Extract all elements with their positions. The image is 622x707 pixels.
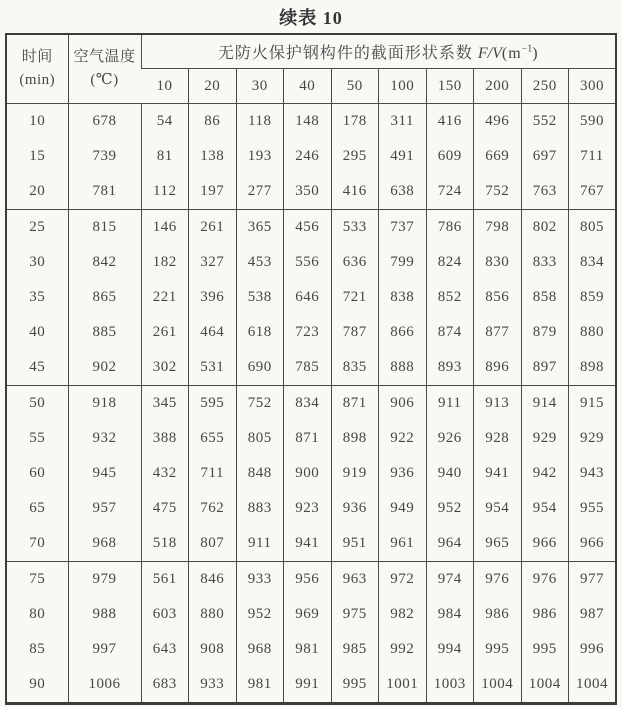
factor-cell: 961 bbox=[379, 526, 427, 562]
temp-cell: 842 bbox=[68, 245, 141, 280]
factor-cell: 991 bbox=[284, 667, 332, 704]
factor-cell: 954 bbox=[474, 491, 522, 526]
factor-cell: 767 bbox=[569, 174, 617, 210]
table-row bbox=[6, 210, 616, 246]
factor-cell: 805 bbox=[569, 210, 617, 246]
factor-cell: 552 bbox=[521, 104, 569, 140]
page-title: 续表 10 bbox=[279, 8, 343, 28]
factor-cell: 880 bbox=[189, 597, 237, 632]
time-cell: 40 bbox=[29, 324, 46, 340]
factor-cell: 350 bbox=[284, 174, 332, 210]
factor-cell: 900 bbox=[284, 456, 332, 491]
factor-cell: 197 bbox=[189, 174, 237, 210]
factor-cell: 752 bbox=[236, 386, 284, 422]
temp-cell: 968 bbox=[68, 526, 141, 562]
factor-cell: 690 bbox=[236, 350, 284, 386]
factor-cell: 538 bbox=[236, 280, 284, 315]
factor-cell: 995 bbox=[521, 632, 569, 667]
time-cell: 85 bbox=[29, 641, 46, 657]
factor-cell: 994 bbox=[426, 632, 474, 667]
factor-cell: 951 bbox=[331, 526, 379, 562]
factor-cell: 949 bbox=[379, 491, 427, 526]
factor-cell: 877 bbox=[474, 315, 522, 350]
factor-cell: 974 bbox=[426, 562, 474, 598]
header-section-factor-unit: $(m^{-1})$ bbox=[501, 43, 539, 62]
table-row bbox=[6, 315, 616, 350]
table-row bbox=[6, 526, 616, 562]
table-row bbox=[6, 667, 616, 704]
factor-cell: 453 bbox=[236, 245, 284, 280]
factor-cell: 646 bbox=[284, 280, 332, 315]
factor-cell: 848 bbox=[236, 456, 284, 491]
factor-cell: 737 bbox=[379, 210, 427, 246]
factor-cell: 491 bbox=[379, 139, 427, 174]
factor-cell: 883 bbox=[236, 491, 284, 526]
factor-cell: 981 bbox=[236, 667, 284, 704]
factor-cell: 896 bbox=[474, 350, 522, 386]
factor-cell: 711 bbox=[189, 456, 237, 491]
factor-cell: 976 bbox=[521, 562, 569, 598]
header-temp bbox=[68, 34, 141, 104]
factor-cell: 711 bbox=[569, 139, 617, 174]
factor-cell: 81 bbox=[141, 139, 189, 174]
temp-cell: 979 bbox=[68, 562, 141, 598]
factor-cell: 261 bbox=[189, 210, 237, 246]
table-row bbox=[6, 139, 616, 174]
factor-cell: 966 bbox=[521, 526, 569, 562]
factor-cell: 388 bbox=[141, 421, 189, 456]
temp-cell: 815 bbox=[68, 210, 141, 246]
temp-cell: 997 bbox=[68, 632, 141, 667]
factor-cell: 898 bbox=[569, 350, 617, 386]
factor-cell: 911 bbox=[236, 526, 284, 562]
factor-cell: 888 bbox=[379, 350, 427, 386]
factor-cell: 908 bbox=[189, 632, 237, 667]
sub-column-header: 250 bbox=[521, 69, 569, 104]
factor-cell: 879 bbox=[521, 315, 569, 350]
factor-cell: 952 bbox=[426, 491, 474, 526]
factor-cell: 964 bbox=[426, 526, 474, 562]
factor-cell: 976 bbox=[474, 562, 522, 598]
factor-cell: 561 bbox=[141, 562, 189, 598]
factor-cell: 954 bbox=[521, 491, 569, 526]
temp-cell: 739 bbox=[68, 139, 141, 174]
factor-cell: 683 bbox=[141, 667, 189, 704]
factor-cell: 618 bbox=[236, 315, 284, 350]
factor-cell: 531 bbox=[189, 350, 237, 386]
temp-cell: 918 bbox=[68, 386, 141, 422]
factor-cell: 1004 bbox=[521, 667, 569, 704]
temp-cell: 902 bbox=[68, 350, 141, 386]
factor-cell: 246 bbox=[284, 139, 332, 174]
factor-cell: 833 bbox=[521, 245, 569, 280]
factor-cell: 556 bbox=[284, 245, 332, 280]
factor-cell: 987 bbox=[569, 597, 617, 632]
sub-column-header: 200 bbox=[474, 69, 522, 104]
header-section-factor-label: 无防火保护钢构件的截面形状系数 bbox=[217, 45, 473, 62]
factor-cell: 590 bbox=[569, 104, 617, 140]
table-row bbox=[6, 597, 616, 632]
factor-cell: 396 bbox=[189, 280, 237, 315]
factor-cell: 638 bbox=[379, 174, 427, 210]
factor-cell: 992 bbox=[379, 632, 427, 667]
sub-column-header: 50 bbox=[331, 69, 379, 104]
sub-column-header: 30 bbox=[236, 69, 284, 104]
table-row bbox=[6, 386, 616, 422]
factor-cell: 609 bbox=[426, 139, 474, 174]
factor-cell: 603 bbox=[141, 597, 189, 632]
row-group bbox=[6, 562, 616, 704]
factor-cell: 986 bbox=[521, 597, 569, 632]
factor-cell: 496 bbox=[474, 104, 522, 140]
factor-cell: 118 bbox=[236, 104, 284, 140]
time-cell: 45 bbox=[29, 359, 46, 375]
row-group bbox=[6, 386, 616, 562]
factor-cell: 178 bbox=[331, 104, 379, 140]
factor-cell: 724 bbox=[426, 174, 474, 210]
factor-cell: 906 bbox=[379, 386, 427, 422]
factor-cell: 941 bbox=[284, 526, 332, 562]
factor-cell: 995 bbox=[331, 667, 379, 704]
factor-cell: 923 bbox=[284, 491, 332, 526]
factor-cell: 871 bbox=[331, 386, 379, 422]
factor-cell: 940 bbox=[426, 456, 474, 491]
factor-cell: 929 bbox=[569, 421, 617, 456]
header-temp-label: 空气温度 bbox=[73, 48, 136, 65]
temp-cell: 932 bbox=[68, 421, 141, 456]
factor-cell: 723 bbox=[284, 315, 332, 350]
factor-cell: 941 bbox=[474, 456, 522, 491]
factor-cell: 834 bbox=[569, 245, 617, 280]
factor-cell: 996 bbox=[569, 632, 617, 667]
factor-cell: 416 bbox=[331, 174, 379, 210]
factor-cell: 929 bbox=[521, 421, 569, 456]
factor-cell: 277 bbox=[236, 174, 284, 210]
factor-cell: 138 bbox=[189, 139, 237, 174]
sub-column-header: 100 bbox=[379, 69, 427, 104]
table-row bbox=[6, 280, 616, 315]
factor-cell: 852 bbox=[426, 280, 474, 315]
factor-cell: 182 bbox=[141, 245, 189, 280]
time-cell: 75 bbox=[29, 571, 46, 587]
time-cell: 20 bbox=[29, 183, 46, 199]
time-cell: 90 bbox=[29, 676, 46, 692]
row-group bbox=[6, 210, 616, 386]
factor-cell: 1003 bbox=[426, 667, 474, 704]
factor-cell: 874 bbox=[426, 315, 474, 350]
factor-cell: 838 bbox=[379, 280, 427, 315]
factor-cell: 475 bbox=[141, 491, 189, 526]
time-cell: 65 bbox=[29, 500, 46, 516]
factor-cell: 982 bbox=[379, 597, 427, 632]
factor-cell: 969 bbox=[284, 597, 332, 632]
temp-cell: 957 bbox=[68, 491, 141, 526]
factor-cell: 913 bbox=[474, 386, 522, 422]
factor-cell: 897 bbox=[521, 350, 569, 386]
table-row bbox=[6, 245, 616, 280]
factor-cell: 148 bbox=[284, 104, 332, 140]
header-time bbox=[6, 34, 68, 104]
factor-cell: 986 bbox=[474, 597, 522, 632]
time-cell: 70 bbox=[29, 535, 46, 551]
factor-cell: 787 bbox=[331, 315, 379, 350]
factor-cell: 933 bbox=[189, 667, 237, 704]
time-cell: 80 bbox=[29, 606, 46, 622]
factor-cell: 786 bbox=[426, 210, 474, 246]
factor-cell: 956 bbox=[284, 562, 332, 598]
factor-cell: 866 bbox=[379, 315, 427, 350]
time-cell: 35 bbox=[29, 289, 46, 305]
factor-cell: 261 bbox=[141, 315, 189, 350]
factor-cell: 943 bbox=[569, 456, 617, 491]
factor-cell: 968 bbox=[236, 632, 284, 667]
time-cell: 60 bbox=[29, 465, 46, 481]
header-time-unit: (min) bbox=[19, 72, 56, 88]
temp-cell: 945 bbox=[68, 456, 141, 491]
factor-cell: 327 bbox=[189, 245, 237, 280]
factor-cell: 911 bbox=[426, 386, 474, 422]
header-row-top bbox=[6, 34, 616, 69]
factor-cell: 302 bbox=[141, 350, 189, 386]
factor-cell: 193 bbox=[236, 139, 284, 174]
factor-cell: 643 bbox=[141, 632, 189, 667]
table-row bbox=[6, 562, 616, 598]
temp-cell: 781 bbox=[68, 174, 141, 210]
table-header bbox=[6, 34, 616, 104]
factor-cell: 966 bbox=[569, 526, 617, 562]
factor-cell: 928 bbox=[474, 421, 522, 456]
factor-cell: 834 bbox=[284, 386, 332, 422]
table-row bbox=[6, 174, 616, 210]
temp-cell: 678 bbox=[68, 104, 141, 140]
factor-cell: 977 bbox=[569, 562, 617, 598]
factor-cell: 919 bbox=[331, 456, 379, 491]
factor-cell: 975 bbox=[331, 597, 379, 632]
factor-cell: 972 bbox=[379, 562, 427, 598]
factor-cell: 595 bbox=[189, 386, 237, 422]
factor-cell: 856 bbox=[474, 280, 522, 315]
factor-cell: 933 bbox=[236, 562, 284, 598]
factor-cell: 54 bbox=[141, 104, 189, 140]
factor-cell: 936 bbox=[331, 491, 379, 526]
factor-cell: 995 bbox=[474, 632, 522, 667]
factor-cell: 955 bbox=[569, 491, 617, 526]
factor-cell: 981 bbox=[284, 632, 332, 667]
time-cell: 15 bbox=[29, 148, 46, 164]
table-row bbox=[6, 104, 616, 140]
factor-cell: 922 bbox=[379, 421, 427, 456]
sub-column-header: 300 bbox=[569, 69, 617, 104]
factor-cell: 846 bbox=[189, 562, 237, 598]
temp-cell: 865 bbox=[68, 280, 141, 315]
table-row bbox=[6, 632, 616, 667]
table-row bbox=[6, 350, 616, 386]
factor-cell: 655 bbox=[189, 421, 237, 456]
temp-cell: 988 bbox=[68, 597, 141, 632]
factor-cell: 345 bbox=[141, 386, 189, 422]
row-group bbox=[6, 104, 616, 210]
factor-cell: 805 bbox=[236, 421, 284, 456]
temp-cell: 885 bbox=[68, 315, 141, 350]
sub-column-header: 40 bbox=[284, 69, 332, 104]
factor-cell: 915 bbox=[569, 386, 617, 422]
factor-cell: 365 bbox=[236, 210, 284, 246]
table-row bbox=[6, 491, 616, 526]
factor-cell: 859 bbox=[569, 280, 617, 315]
table-row bbox=[6, 421, 616, 456]
factor-cell: 763 bbox=[521, 174, 569, 210]
header-time-label: 时间 bbox=[21, 48, 53, 65]
time-cell: 55 bbox=[29, 430, 46, 446]
factor-cell: 295 bbox=[331, 139, 379, 174]
factor-cell: 830 bbox=[474, 245, 522, 280]
factor-cell: 798 bbox=[474, 210, 522, 246]
factor-cell: 893 bbox=[426, 350, 474, 386]
factor-cell: 824 bbox=[426, 245, 474, 280]
factor-cell: 311 bbox=[379, 104, 427, 140]
factor-cell: 926 bbox=[426, 421, 474, 456]
factor-cell: 985 bbox=[331, 632, 379, 667]
factor-cell: 1001 bbox=[379, 667, 427, 704]
factor-cell: 807 bbox=[189, 526, 237, 562]
sub-column-header: 20 bbox=[189, 69, 237, 104]
factor-cell: 221 bbox=[141, 280, 189, 315]
temp-cell: 1006 bbox=[68, 667, 141, 704]
factor-cell: 802 bbox=[521, 210, 569, 246]
factor-cell: 936 bbox=[379, 456, 427, 491]
header-temp-unit: (℃) bbox=[90, 72, 119, 88]
factor-cell: 721 bbox=[331, 280, 379, 315]
factor-cell: 1004 bbox=[569, 667, 617, 704]
factor-cell: 880 bbox=[569, 315, 617, 350]
factor-cell: 835 bbox=[331, 350, 379, 386]
factor-cell: 636 bbox=[331, 245, 379, 280]
factor-cell: 762 bbox=[189, 491, 237, 526]
sub-column-header: 150 bbox=[426, 69, 474, 104]
header-section-factor bbox=[141, 34, 616, 69]
factor-cell: 464 bbox=[189, 315, 237, 350]
factor-cell: 898 bbox=[331, 421, 379, 456]
header-section-factor-symbol: F/V bbox=[477, 45, 502, 62]
factor-cell: 963 bbox=[331, 562, 379, 598]
time-cell: 30 bbox=[29, 254, 46, 270]
steel-section-factor-table bbox=[5, 33, 617, 705]
factor-cell: 871 bbox=[284, 421, 332, 456]
factor-cell: 112 bbox=[141, 174, 189, 210]
factor-cell: 669 bbox=[474, 139, 522, 174]
sub-column-header: 10 bbox=[156, 77, 173, 94]
factor-cell: 86 bbox=[189, 104, 237, 140]
factor-cell: 785 bbox=[284, 350, 332, 386]
factor-cell: 799 bbox=[379, 245, 427, 280]
factor-cell: 984 bbox=[426, 597, 474, 632]
factor-cell: 752 bbox=[474, 174, 522, 210]
factor-cell: 697 bbox=[521, 139, 569, 174]
time-cell: 10 bbox=[29, 113, 46, 129]
factor-cell: 858 bbox=[521, 280, 569, 315]
factor-cell: 146 bbox=[141, 210, 189, 246]
factor-cell: 942 bbox=[521, 456, 569, 491]
factor-cell: 416 bbox=[426, 104, 474, 140]
factor-cell: 914 bbox=[521, 386, 569, 422]
factor-cell: 456 bbox=[284, 210, 332, 246]
time-cell: 50 bbox=[29, 395, 46, 411]
factor-cell: 1004 bbox=[474, 667, 522, 704]
factor-cell: 965 bbox=[474, 526, 522, 562]
time-cell: 25 bbox=[29, 219, 46, 235]
factor-cell: 533 bbox=[331, 210, 379, 246]
factor-cell: 432 bbox=[141, 456, 189, 491]
table-row bbox=[6, 456, 616, 491]
factor-cell: 952 bbox=[236, 597, 284, 632]
factor-cell: 518 bbox=[141, 526, 189, 562]
